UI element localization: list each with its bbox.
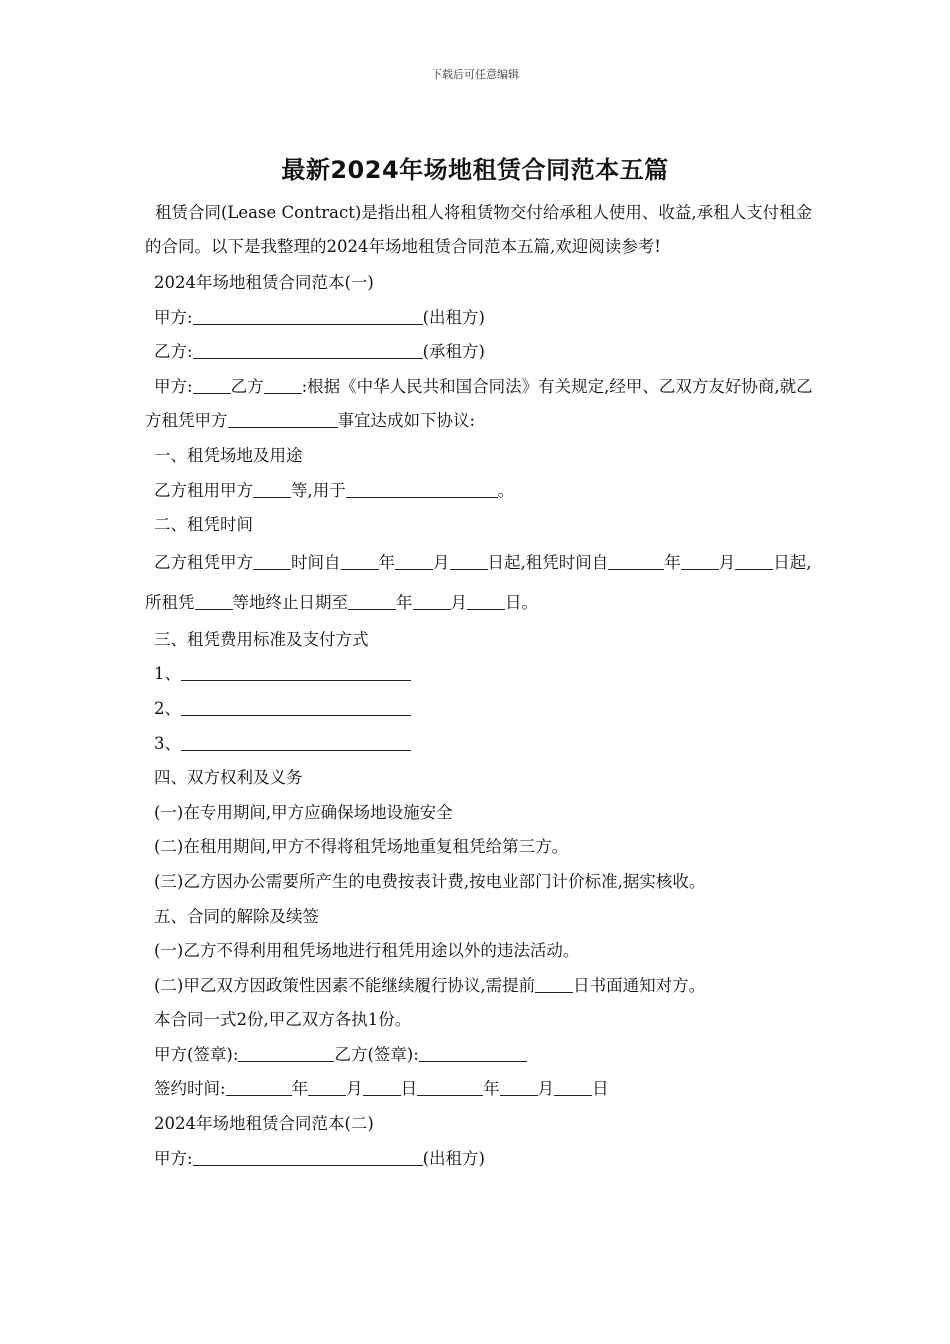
party-a-line <box>145 1142 815 1177</box>
party-b-line <box>145 335 815 370</box>
date-unit: 年 <box>291 1079 309 1099</box>
date-unit: 月 <box>537 1079 555 1099</box>
clause-fragment: 乙方租凭甲方 <box>154 552 253 572</box>
blank-line <box>500 1077 538 1096</box>
blank-line <box>413 591 451 610</box>
clause-heading: 四、双方权利及义务 <box>154 768 303 788</box>
blank-line <box>181 662 411 681</box>
section-heading: 2024年场地租赁合同范本(二) <box>154 1114 374 1134</box>
clause-fragment: 日书面通知对方。 <box>573 975 706 995</box>
intro-paragraph: 租赁合同(Lease Contract)是指出租人将租赁物交付给承租人使用、收益,承租人支付租金的合同。以下是我整理的2024年场地租赁合同范本五篇,欢迎阅读参考! <box>145 203 813 256</box>
blank-line <box>348 591 396 610</box>
blank-line <box>308 1077 346 1096</box>
clause-text <box>145 969 815 1004</box>
blank-line <box>226 1077 292 1096</box>
blank-line <box>193 375 231 394</box>
blank-line <box>681 551 719 570</box>
item-number: 1、 <box>154 664 181 684</box>
payment-item <box>145 727 815 762</box>
clause-text: (一)在专用期间,甲方应确保场地设施安全 <box>154 802 453 822</box>
party-a-label: 甲方: <box>154 1148 193 1168</box>
document-title: 最新2024年场地租赁合同范本五篇 <box>281 156 669 184</box>
clause-fragment: 时间自 <box>291 552 341 572</box>
payment-item <box>145 657 815 692</box>
blank-line <box>341 551 379 570</box>
clause-text: (一)乙方不得利用租凭场地进行租凭用途以外的违法活动。 <box>154 941 580 961</box>
clause-fragment: (二)甲乙双方因政策性因素不能继续履行协议,需提前 <box>154 975 536 995</box>
clause-fragment: 月 <box>450 592 467 612</box>
blank-line <box>193 340 423 359</box>
clause-text: (二)在租用期间,甲方不得将租凭场地重复租凭给第三方。 <box>154 837 569 857</box>
payment-item <box>145 692 815 727</box>
preamble-text: 乙方 <box>230 376 264 396</box>
blank-line <box>608 551 664 570</box>
clause-fragment: 等,用于 <box>291 480 346 500</box>
clause-fragment: 日。 <box>505 592 538 612</box>
date-unit: 日 <box>400 1079 418 1099</box>
blank-line <box>264 375 302 394</box>
clause-text <box>145 474 815 509</box>
date-unit: 日 <box>592 1079 609 1099</box>
lease-term-paragraph <box>145 543 815 623</box>
date-unit: 年 <box>483 1079 500 1099</box>
clause-fragment: 日起,租凭时间自 <box>487 552 609 572</box>
party-a-line <box>145 301 815 336</box>
clause-heading: 五、合同的解除及续签 <box>154 906 319 926</box>
preamble-text: 事宜达成如下协议: <box>337 411 476 431</box>
blank-line <box>467 591 505 610</box>
clause-fragment: 乙方租用甲方 <box>154 480 253 500</box>
blank-line <box>395 551 433 570</box>
party-a-role: (出租方) <box>422 1148 485 1168</box>
clause-heading: 二、租凭时间 <box>154 515 253 535</box>
clause-fragment: 年 <box>378 552 395 572</box>
blank-line <box>253 551 291 570</box>
blank-line <box>193 1147 423 1166</box>
clause-fragment: 年 <box>396 592 413 612</box>
party-b-role: (承租方) <box>422 342 485 362</box>
blank-line <box>535 974 573 993</box>
blank-line <box>735 551 773 570</box>
blank-line <box>554 1077 592 1096</box>
item-number: 3、 <box>154 733 181 753</box>
clause-fragment: 等地终止日期至 <box>232 592 348 612</box>
blank-line <box>193 306 423 325</box>
party-a-label: 甲方: <box>154 307 193 327</box>
signature-label: 甲方(签章): <box>154 1044 239 1064</box>
party-a-role: (出租方) <box>422 307 485 327</box>
page-header-note: 下载后可任意编辑 <box>431 68 519 81</box>
item-number: 2、 <box>154 698 181 718</box>
blank-line <box>450 551 488 570</box>
copies-text: 本合同一式2份,甲乙双方各执1份。 <box>154 1010 412 1030</box>
party-b-label: 乙方: <box>154 342 193 362</box>
date-unit: 月 <box>346 1079 363 1099</box>
blank-line <box>228 409 338 428</box>
clause-fragment: 日起,所租凭 <box>145 552 812 612</box>
blank-line <box>181 697 411 716</box>
clause-heading: 一、租凭场地及用途 <box>154 445 303 465</box>
clause-fragment: 。 <box>497 480 515 500</box>
preamble-text: 甲方: <box>154 376 193 396</box>
blank-line <box>346 479 498 498</box>
clause-fragment: 年 <box>664 552 681 572</box>
blank-line <box>419 1043 527 1062</box>
clause-heading: 三、租凭费用标准及支付方式 <box>154 629 369 649</box>
date-label: 签约时间: <box>154 1079 226 1099</box>
signature-line <box>145 1038 815 1073</box>
document-body <box>145 196 815 1176</box>
signing-date-line <box>145 1072 815 1107</box>
blank-line <box>195 591 233 610</box>
clause-text: (三)乙方因办公需要所产生的电费按表计费,按电业部门计价标准,据实核收。 <box>154 871 706 891</box>
blank-line <box>238 1043 334 1062</box>
blank-line <box>181 732 411 751</box>
blank-line <box>253 479 291 498</box>
section-heading: 2024年场地租赁合同范本(一) <box>154 273 374 292</box>
preamble-paragraph <box>145 370 815 439</box>
clause-fragment: 月 <box>433 552 450 572</box>
preamble-text: :根据《中华人民共和国合同法》有关规定,经甲、乙双方友好协商,就乙方租凭甲方 <box>145 376 813 431</box>
blank-line <box>417 1077 483 1096</box>
blank-line <box>363 1077 401 1096</box>
clause-fragment: 月 <box>718 552 736 572</box>
signature-label: 乙方(签章): <box>334 1044 419 1064</box>
